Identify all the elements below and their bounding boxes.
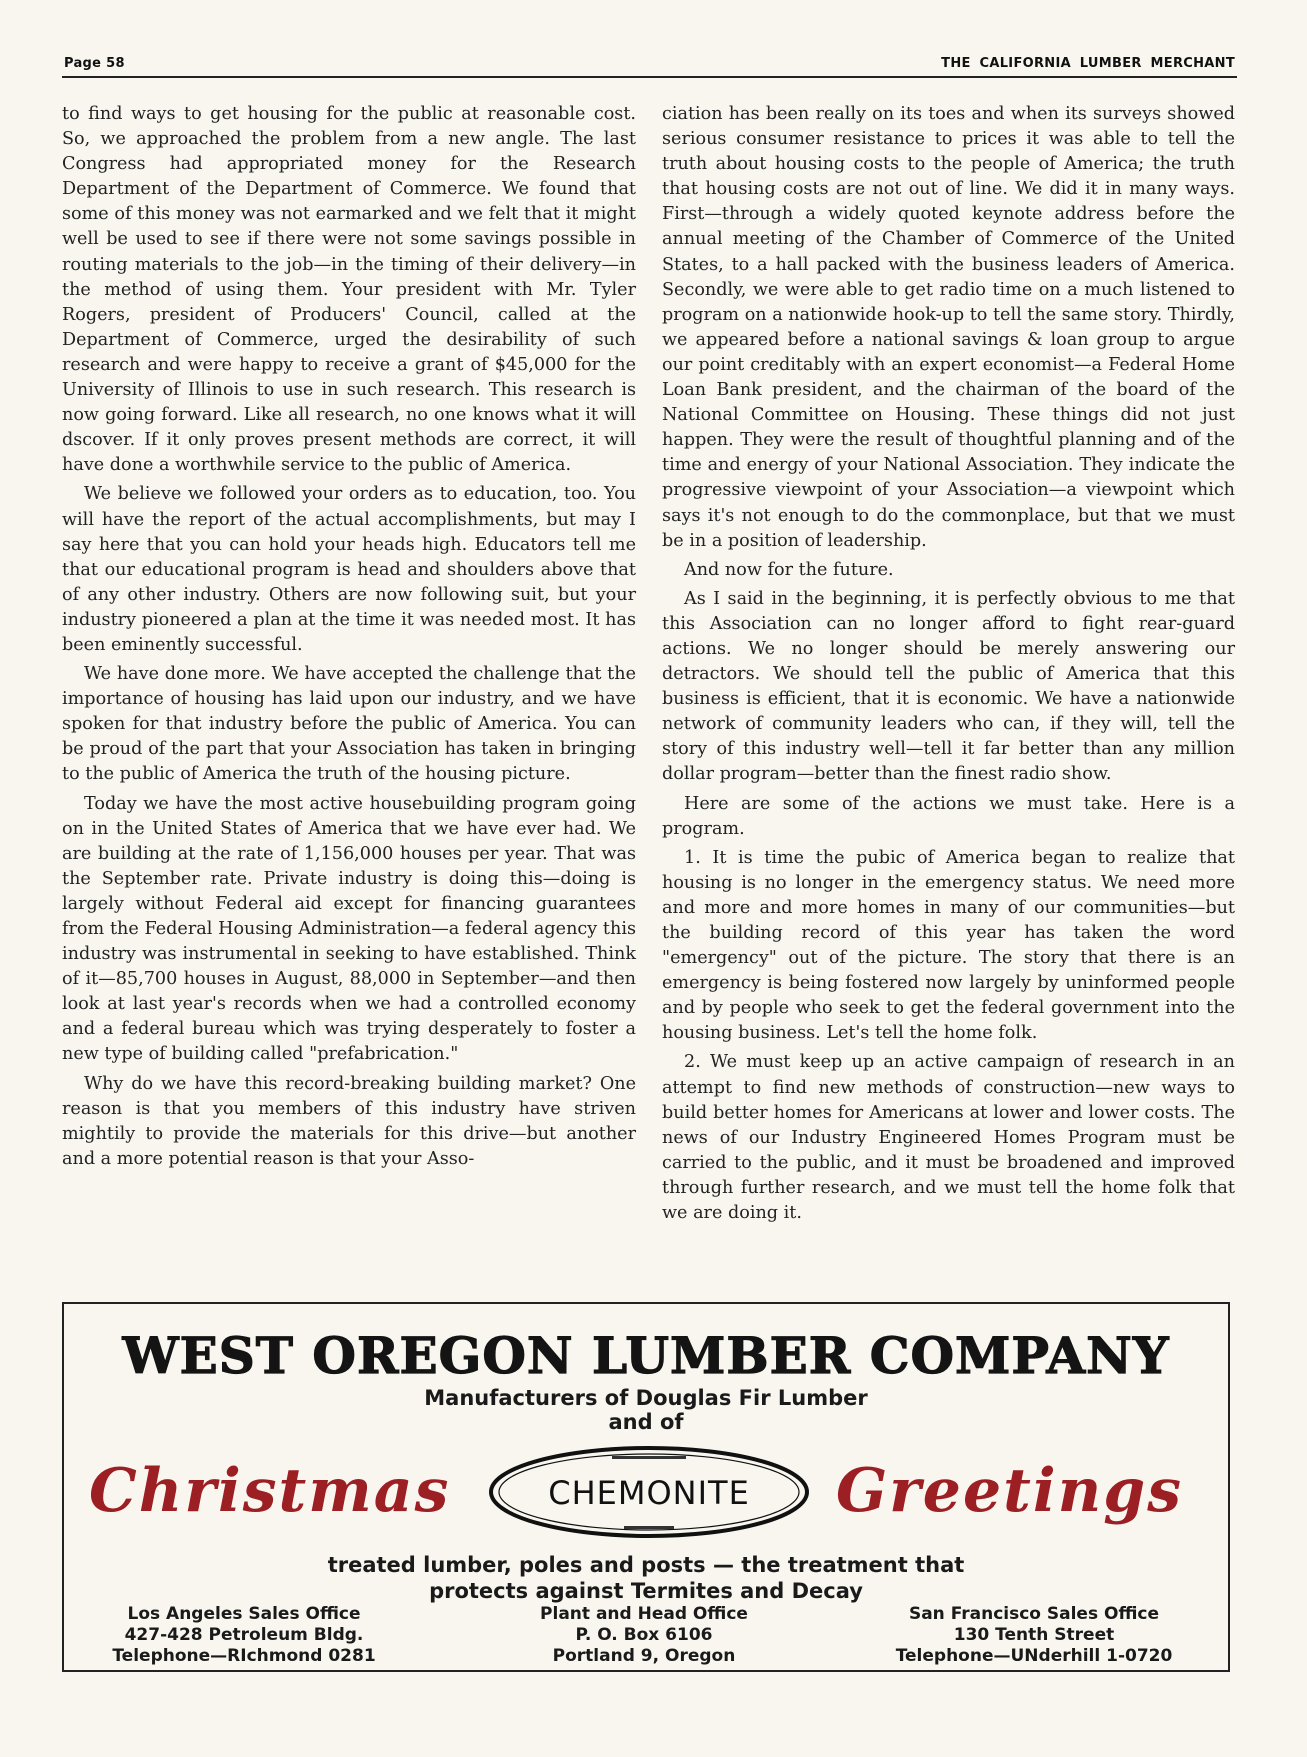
paragraph: Today we have the most active housebuilding program going on in the United States of America that we have ever had. We are building at the rate of 1,156,000 houses per year. That was the September rate. Private industry is doing this—doing is largely without Federal aid except for financing guarantees from the Federal Housing Administration—a federal agency this industry was instrumental in seeking to have established. Think of it—85,700 houses in August, 88,000 in September—and then look at last year's records when we had a controlled economy and a federal bureau which was trying desperately to foster a new type of building called "prefabrication." xyxy=(62,793,636,1065)
office-san-francisco xyxy=(854,1604,1214,1667)
office-city: Portland 9, Oregon xyxy=(552,1646,736,1666)
office-address: P. O. Box 6106 xyxy=(575,1625,713,1645)
chemonite-logo-text: CHEMONITE xyxy=(548,1474,750,1512)
paragraph: We believe we followed your orders as to education, too. You will have the report of the actual accomplishments, but may I say here that you can hold your heads high. Educators tell me that our educational program is head and shoulders above that of any other industry. Others are now following suit, but your industry pioneered a plan at the time it was needed most. It has been eminently successful. xyxy=(62,484,636,655)
header-rule xyxy=(62,76,1237,78)
office-address: 427-428 Petroleum Bldg. xyxy=(124,1625,364,1645)
paragraph: ciation has been really on its toes and when its surveys showed serious consumer resistance to prices it was able to tell the truth about housing costs to the people of America; the truth that housing costs are not out of line. We did it in many ways. First—through a widely quoted keynote address before the annual meeting of the Chamber of Commerce of the United States, to a hall packed with the business leaders of America. Secondly, we were able to get radio time on a much listened to program on a nationwide hook-up to tell the same story. Thirdly, we appeared before a national savings & loan group to argue our point creditably with an expert economist—a Federal Home Loan Bank president, and the chairman of the board of the National Committee on Housing. These things did not just happen. They were the result of thoughtful planning and of the time and energy of your National Association. They indicate the progressive viewpoint of your Association—a viewpoint which says it's not enough to do the commonplace, but that we must be in a position of leadership. xyxy=(662,104,1235,551)
ad-treatment-text xyxy=(64,1552,1228,1604)
office-portland xyxy=(464,1604,824,1667)
office-name: Plant and Head Office xyxy=(540,1604,748,1624)
page-number: Page 58 xyxy=(64,56,125,71)
publication-title: THE CALIFORNIA LUMBER MERCHANT xyxy=(941,56,1235,71)
paragraph: We have done more. We have accepted the challenge that the importance of housing has laid upon our industry, and we have spoken for that industry before the public of America. You can be proud of the part that your Association has taken in bringing to the public of America the truth of the housing picture. xyxy=(62,664,636,785)
left-column xyxy=(62,102,636,1176)
office-los-angeles xyxy=(64,1604,424,1667)
paragraph: to find ways to get housing for the public at reasonable cost. So, we approached the problem from a new angle. The last Congress had appropriated money for the Research Department of the Department of Commerce. We found that some of this money was not earmarked and we felt that it might well be used to see if there were not some savings possible in routing materials to the job—in the timing of their delivery—in the method of using them. Your president with Mr. Tyler Rogers, president of Producers' Council, called at the Department of Commerce, urged the desirability of such research and were happy to receive a grant of $45,000 for the University of Illinois to use in such research. This research is now going forward. Like all research, no one knows what it will dscover. If it only proves present methods are correct, it will have done a worthwhile service to the public of America. xyxy=(62,104,636,476)
chemonite-logo xyxy=(484,1442,814,1542)
ad-manufacturers-line xyxy=(64,1386,1228,1434)
paragraph: 1. It is time the pubic of America began to realize that housing is no longer in the emergency status. We need more and more and more homes in many of our communities—but the building record of this year has taken the word "emergency" out of the picture. The story that there is an emergency is being fostered now largely by uninformed people and by people who seek to get the federal government into the housing business. Let's tell the home folk. xyxy=(662,847,1235,1044)
paragraph: As I said in the beginning, it is perfectly obvious to me that this Association can no longer afford to fight rear-guard actions. We no longer should be merely answering our detractors. We should tell the public of America that this business is efficient, that it is economic. We have a nationwide network of community leaders who can, if they will, tell the story of this industry well—tell it far better than any million dollar program—better than the finest radio show. xyxy=(662,588,1235,785)
advertisement xyxy=(62,1302,1230,1672)
paragraph: Here are some of the actions we must take. Here is a program. xyxy=(662,793,1235,839)
office-phone: Telephone—UNderhill 1-0720 xyxy=(895,1646,1173,1666)
paragraph: 2. We must keep up an active campaign of research in an attempt to find new methods of construction—new ways to build better homes for Americans at lower and lower costs. The news of our Industry Engineered Homes Program must be carried to the public, and it must be broadened and improved through further research, and we must tell the home folk that we are doing it. xyxy=(662,1052,1235,1224)
ad-protects-line: protects against Termites and Decay xyxy=(429,1579,863,1603)
ad-christmas: Christmas xyxy=(89,1456,451,1526)
ad-greetings: Greetings xyxy=(835,1456,1183,1526)
office-address: 130 Tenth Street xyxy=(953,1625,1115,1645)
right-column xyxy=(662,102,1235,1230)
ad-and-of-text: and of xyxy=(608,1410,684,1434)
ad-manufacturers-text: Manufacturers of Douglas Fir Lumber xyxy=(424,1386,868,1410)
ad-company-name: WEST OREGON LUMBER COMPANY xyxy=(122,1326,1170,1385)
paragraph: And now for the future. xyxy=(684,559,894,580)
paragraph: Why do we have this record-breaking building market? One reason is that you members of this industry have striven mightily to provide the materials for this drive—but another and a more potential reason is that your Asso- xyxy=(62,1073,636,1169)
office-name: Los Angeles Sales Office xyxy=(127,1604,361,1624)
office-phone: Telephone—RIchmond 0281 xyxy=(112,1646,376,1666)
ad-treatment-line: treated lumber, poles and posts — the treatment that xyxy=(327,1553,965,1577)
office-name: San Francisco Sales Office xyxy=(908,1604,1160,1624)
